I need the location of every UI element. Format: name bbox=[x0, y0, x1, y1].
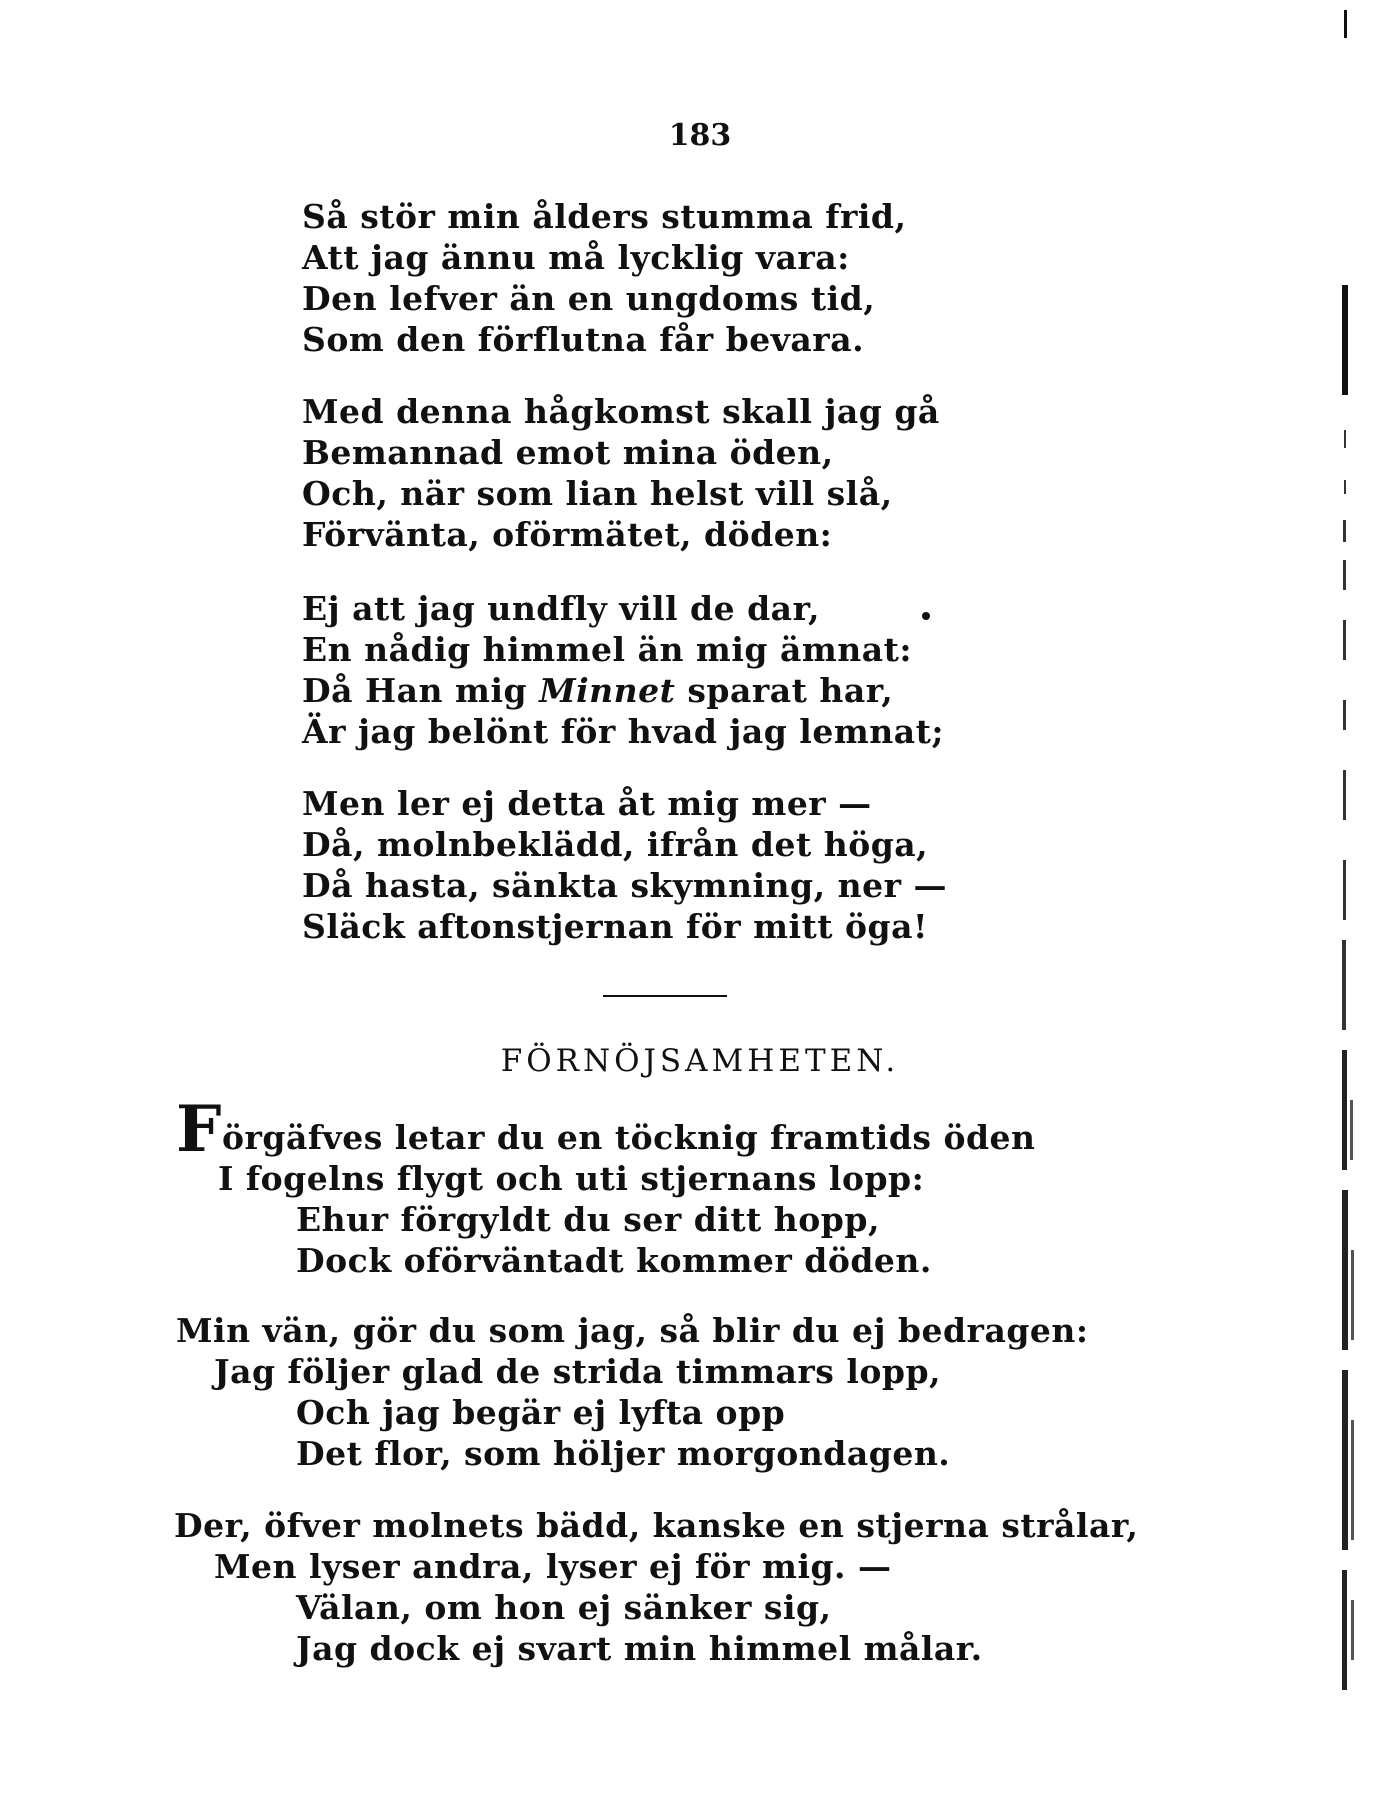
verse-line: Min vän, gör du som jag, så blir du ej bedragen: bbox=[176, 1311, 1089, 1350]
verse-line: Bemannad emot mina öden, bbox=[302, 433, 834, 472]
verse-line: Att jag ännu må lycklig vara: bbox=[302, 238, 850, 277]
verse-line: Släck aftonstjernan för mitt öga! bbox=[302, 907, 928, 946]
verse-line: Jag följer glad de strida timmars lopp, bbox=[214, 1352, 942, 1391]
section-divider bbox=[603, 995, 727, 997]
verse-line-with-italic bbox=[302, 670, 944, 711]
verse-line: Så stör min ålders stumma frid, bbox=[302, 197, 907, 236]
stray-dot-mark bbox=[922, 612, 930, 620]
verse-line: Jag dock ej svart min himmel målar. bbox=[296, 1629, 983, 1668]
drop-cap: F bbox=[176, 1092, 222, 1167]
verse-text: Då Han mig bbox=[302, 671, 540, 710]
verse-line: Dock oförväntadt kommer döden. bbox=[296, 1241, 932, 1280]
verse-line: Välan, om hon ej sänker sig, bbox=[296, 1588, 832, 1627]
verse-text: sparat har, bbox=[675, 671, 894, 710]
verse-line: Det flor, som höljer morgondagen. bbox=[296, 1434, 951, 1473]
verse-line: Och jag begär ej lyfta opp bbox=[296, 1393, 786, 1432]
verse-line: I fogelns flygt och uti stjernans lopp: bbox=[218, 1159, 925, 1198]
poem1-stanza-3 bbox=[302, 588, 944, 752]
poem1-stanza-2 bbox=[302, 391, 940, 555]
poem1-stanza-1 bbox=[302, 196, 907, 360]
page-number: 183 bbox=[668, 118, 732, 153]
verse-line: Men ler ej detta åt mig mer — bbox=[302, 784, 872, 823]
poem-title: FÖRNÖJSAMHETEN. bbox=[500, 1043, 900, 1079]
verse-line: Som den förflutna får bevara. bbox=[302, 320, 865, 359]
verse-line: örgäfves letar du en töcknig framtids öden bbox=[222, 1118, 1036, 1157]
verse-line: Ej att jag undfly vill de dar, bbox=[302, 589, 821, 628]
verse-line: Med denna hågkomst skall jag gå bbox=[302, 392, 940, 431]
verse-line: Och, när som lian helst vill slå, bbox=[302, 474, 893, 513]
verse-line: Är jag belönt för hvad jag lemnat; bbox=[302, 712, 945, 751]
italic-word: Minnet bbox=[539, 671, 676, 710]
verse-line: Den lefver än en ungdoms tid, bbox=[302, 279, 876, 318]
verse-line: Men lyser andra, lyser ej för mig. — bbox=[214, 1547, 892, 1586]
poem1-stanza-4 bbox=[302, 783, 947, 947]
verse-line: En nådig himmel än mig ämnat: bbox=[302, 630, 913, 669]
verse-line: Då, molnbeklädd, ifrån det höga, bbox=[302, 825, 929, 864]
verse-line: Der, öfver molnets bädd, kanske en stjerna strålar, bbox=[174, 1506, 1139, 1545]
verse-line: Ehur förgyldt du ser ditt hopp, bbox=[296, 1200, 880, 1239]
scan-edge-artifact bbox=[1330, 0, 1370, 1810]
verse-line: Då hasta, sänkta skymning, ner — bbox=[302, 866, 947, 905]
verse-line: Förvänta, oförmätet, döden: bbox=[302, 515, 833, 554]
